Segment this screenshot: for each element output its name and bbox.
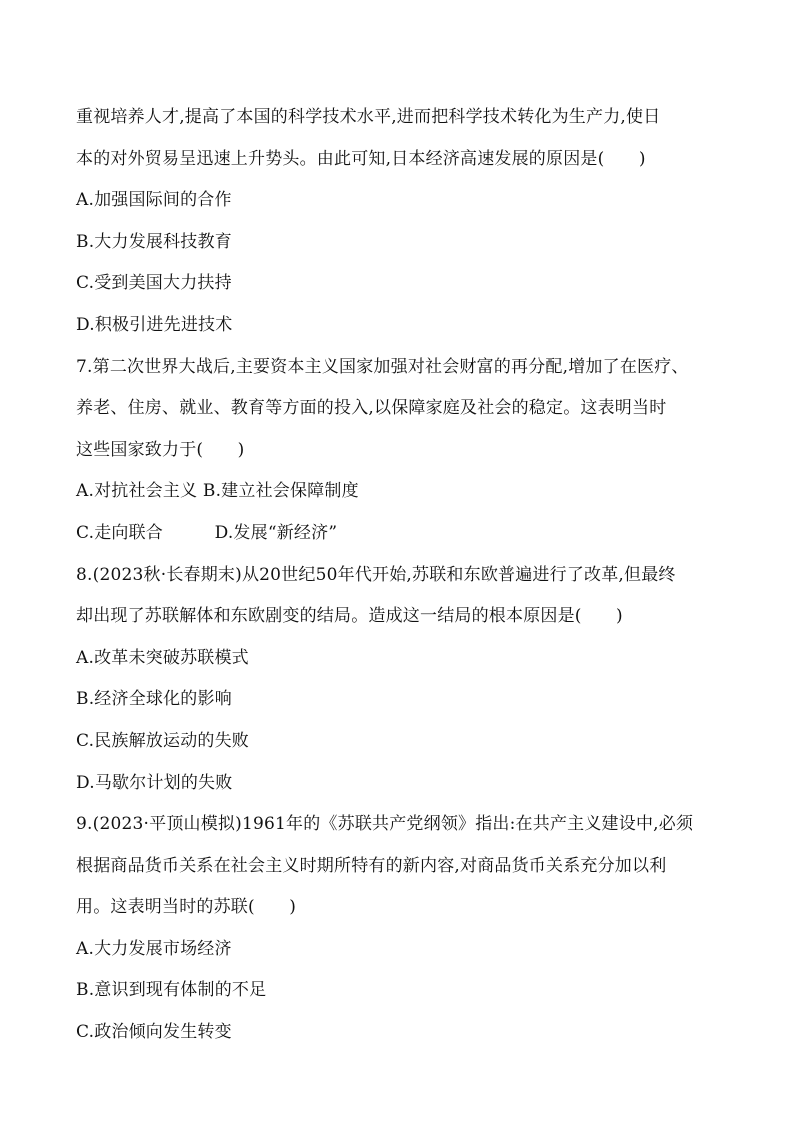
q6-option-c: C.受到美国大力扶持 — [76, 273, 232, 294]
text-line-q6-stem-1: 重视培养人才,提高了本国的科学技术水平,进而把科学技术转化为生产力,使日 — [76, 107, 661, 127]
q6-option-b: B.大力发展科技教育 — [76, 231, 232, 252]
q6-option-a: A.加强国际间的合作 — [76, 190, 232, 211]
q7-options-ab: A.对抗社会主义 B.建立社会保障制度 — [76, 481, 359, 502]
q8-option-b: B.经济全球化的影响 — [76, 689, 232, 710]
q9-stem-line-1: 9.(2023·平顶山模拟)1961年的《苏联共产党纲领》指出:在共产主义建设中,必须 — [76, 814, 694, 835]
q7-stem-line-2: 养老、住房、就业、教育等方面的投入,以保障家庭及社会的稳定。这表明当时 — [76, 398, 667, 419]
question-text-block — [76, 97, 736, 1054]
q8-option-a: A.改革未突破苏联模式 — [76, 647, 249, 668]
q9-option-a: A.大力发展市场经济 — [76, 938, 232, 959]
q9-option-b: B.意识到现有体制的不足 — [76, 980, 267, 1001]
q8-option-d: D.马歇尔计划的失败 — [76, 772, 233, 793]
q9-option-c: C.政治倾向发生转变 — [76, 1022, 232, 1043]
q8-stem-line-2: 却出现了苏联解体和东欧剧变的结局。造成这一结局的根本原因是( ) — [76, 606, 623, 627]
q6-option-d: D.积极引进先进技术 — [76, 314, 233, 335]
text-line-q6-stem-2: 本的对外贸易呈迅速上升势头。由此可知,日本经济高速发展的原因是( ) — [76, 148, 646, 169]
q9-stem-line-3: 用。这表明当时的苏联( ) — [76, 897, 297, 918]
q8-option-c: C.民族解放运动的失败 — [76, 730, 250, 751]
q7-options-cd: C.走向联合 D.发展“新经济” — [76, 522, 338, 543]
q7-stem-line-1: 7.第二次世界大战后,主要资本主义国家加强对社会财富的再分配,增加了在医疗、 — [76, 356, 689, 377]
q9-stem-line-2: 根据商品货币关系在社会主义时期所特有的新内容,对商品货币关系充分加以利 — [76, 855, 667, 876]
q8-stem-line-1: 8.(2023秋·长春期末)从20世纪50年代开始,苏联和东欧普遍进行了改革,但最终 — [76, 564, 676, 585]
q7-stem-line-3: 这些国家致力于( ) — [76, 439, 245, 460]
